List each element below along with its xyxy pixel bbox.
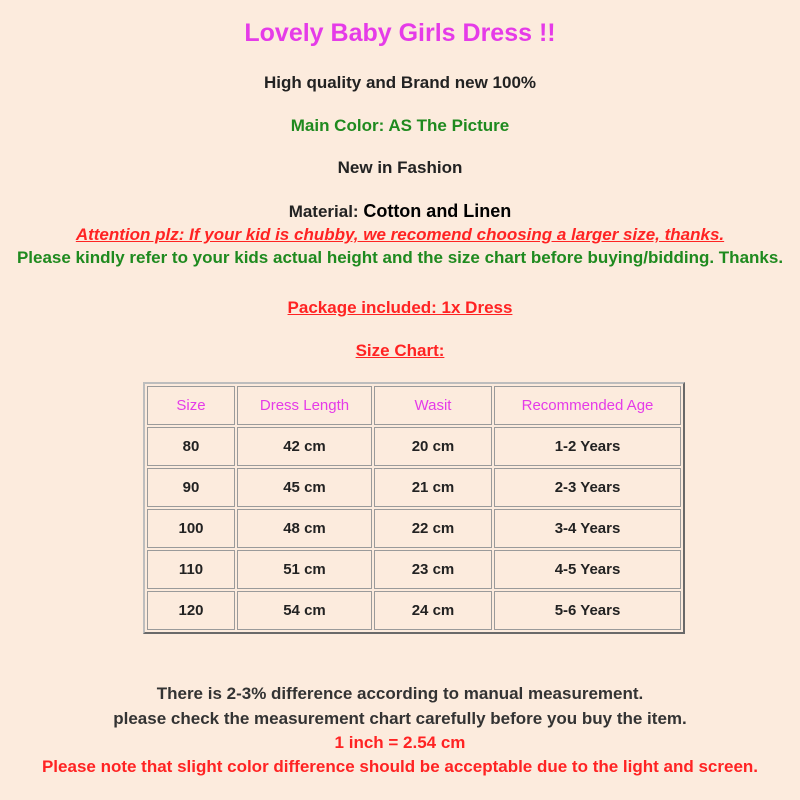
header-recommended-age: Recommended Age [494,386,681,425]
material-line [0,201,800,222]
cell-waist: 23 cm [374,550,492,589]
package-text: Package included: 1x Dress [287,298,513,317]
main-color-text: Main Color: AS The Picture [290,116,510,135]
material-value: Cotton and Linen [363,201,512,221]
table-row [147,550,681,589]
cell-size: 90 [147,468,235,507]
cell-waist: 24 cm [374,591,492,630]
color-note-text: Please note that slight color difference should be acceptable due to the light and screen. [41,757,759,776]
fashion-text: New in Fashion [337,158,463,177]
inch-text: 1 inch = 2.54 cm [334,733,466,752]
attention-text: Attention plz: If your kid is chubby, we recomend choosing a larger size, thanks. [75,225,725,244]
check-text: please check the measurement chart carefully before you buy the item. [113,709,687,728]
size-chart-table [143,382,685,634]
quality-text: High quality and Brand new 100% [263,73,537,92]
cell-size: 110 [147,550,235,589]
cell-dress-length: 54 cm [237,591,372,630]
page-title: Lovely Baby Girls Dress !! [244,19,556,47]
table-row [147,468,681,507]
table-row [147,427,681,466]
table-row [147,509,681,548]
cell-age: 4-5 Years [494,550,681,589]
cell-waist: 22 cm [374,509,492,548]
cell-dress-length: 51 cm [237,550,372,589]
cell-age: 3-4 Years [494,509,681,548]
cell-size: 80 [147,427,235,466]
header-size: Size [147,386,235,425]
cell-age: 1-2 Years [494,427,681,466]
cell-dress-length: 45 cm [237,468,372,507]
cell-waist: 20 cm [374,427,492,466]
cell-age: 5-6 Years [494,591,681,630]
table-row [147,591,681,630]
refer-text: Please kindly refer to your kids actual height and the size chart before buying/bidding. Thanks. [16,248,784,267]
cell-dress-length: 48 cm [237,509,372,548]
cell-age: 2-3 Years [494,468,681,507]
size-chart-label: Size Chart: [355,341,445,360]
material-label: Material: [288,202,364,221]
difference-text: There is 2-3% difference according to manual measurement. [156,684,644,703]
header-waist: Wasit [374,386,492,425]
table-header-row [147,386,681,425]
cell-waist: 21 cm [374,468,492,507]
cell-size: 120 [147,591,235,630]
cell-size: 100 [147,509,235,548]
header-dress-length: Dress Length [237,386,372,425]
cell-dress-length: 42 cm [237,427,372,466]
